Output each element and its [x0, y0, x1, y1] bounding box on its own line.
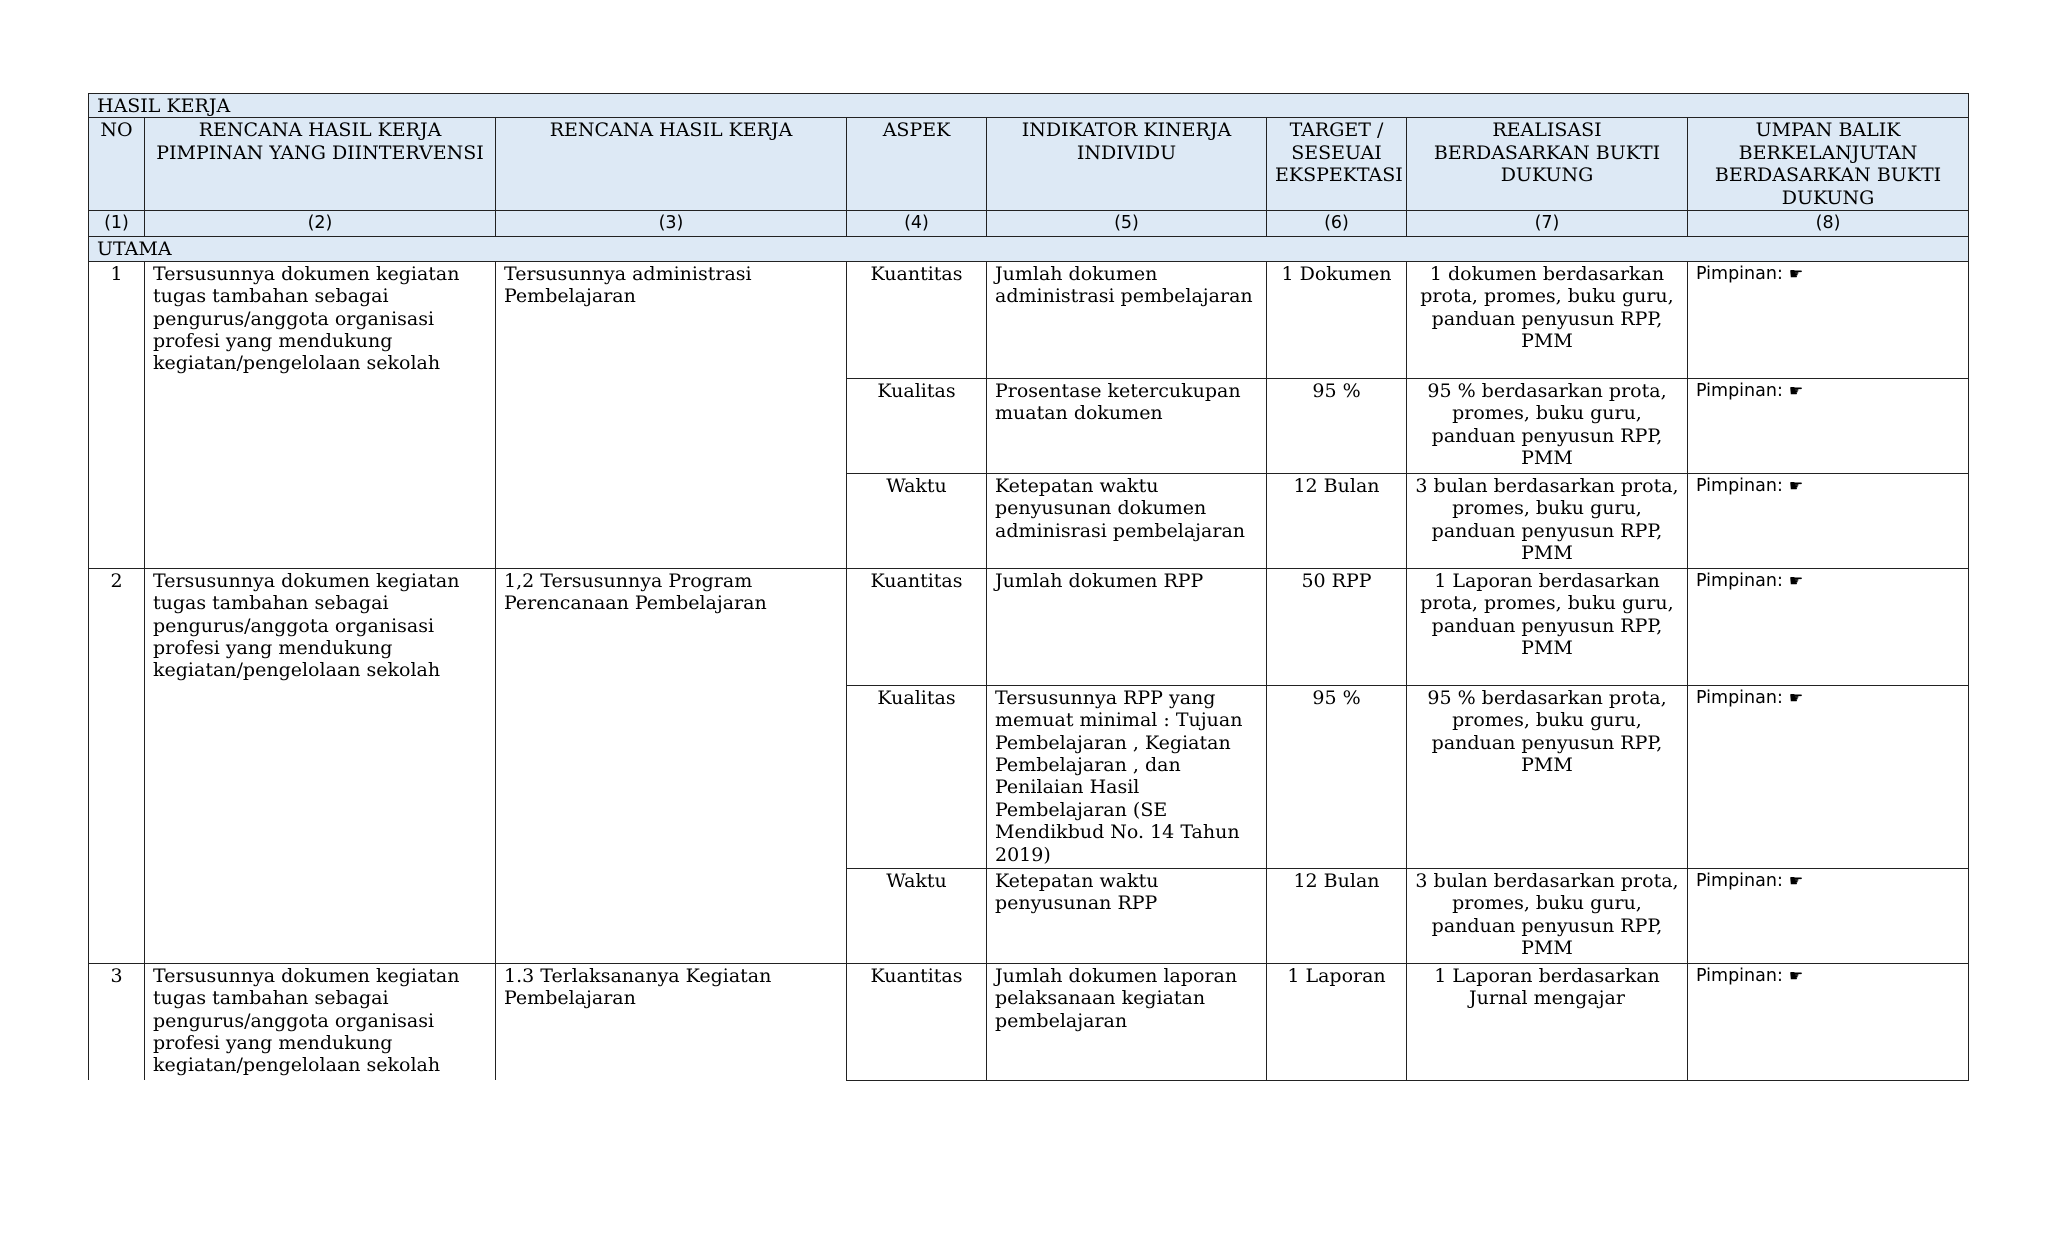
row-number: 3	[89, 963, 145, 1080]
feedback-label: Pimpinan:	[1696, 870, 1783, 891]
plan-cell: 1,2 Tersusunnya Program Perencanaan Pembelajaran	[496, 568, 847, 963]
aspect-cell: Kuantitas	[847, 568, 987, 685]
realization-cell: 1 dokumen berdasarkan prota, promes, buku guru, panduan penyusun RPP, PMM	[1407, 261, 1688, 378]
leader-plan-cell: Tersusunnya dokumen kegiatan tugas tambahan sebagai pengurus/anggota organisasi profesi yang mendukung kegiatan/pengelolaan sekolah	[145, 963, 496, 1080]
column-number: (1)	[89, 211, 145, 237]
table-row	[89, 963, 1969, 1080]
column-header: REALISASI BERDASARKAN BUKTI DUKUNG	[1407, 118, 1688, 211]
feedback-cell[interactable]	[1688, 568, 1969, 685]
column-header: UMPAN BALIK BERKELANJUTAN BERDASARKAN BUKTI DUKUNG	[1688, 118, 1969, 211]
pointing-hand-icon: ☛	[1788, 965, 1804, 985]
pointing-hand-icon: ☛	[1788, 263, 1804, 283]
feedback-cell[interactable]	[1688, 378, 1969, 473]
column-number-row	[89, 211, 1969, 237]
column-number: (4)	[847, 211, 987, 237]
target-cell: 95 %	[1267, 378, 1407, 473]
pointing-hand-icon: ☛	[1788, 870, 1804, 890]
pointing-hand-icon: ☛	[1788, 570, 1804, 590]
column-number: (3)	[496, 211, 847, 237]
feedback-cell[interactable]	[1688, 261, 1969, 378]
indicator-cell: Ketepatan waktu penyusunan dokumen adminisrasi pembelajaran	[987, 473, 1267, 568]
document-page	[88, 93, 1968, 1081]
realization-cell: 95 % berdasarkan prota, promes, buku guru, panduan penyusun RPP, PMM	[1407, 685, 1688, 868]
performance-table	[88, 93, 1969, 1081]
plan-cell: Tersusunnya administrasi Pembelajaran	[496, 261, 847, 568]
column-number: (7)	[1407, 211, 1688, 237]
feedback-cell[interactable]	[1688, 963, 1969, 1080]
row-number: 1	[89, 261, 145, 568]
feedback-label: Pimpinan:	[1696, 380, 1783, 401]
indicator-cell: Jumlah dokumen RPP	[987, 568, 1267, 685]
column-header: TARGET / SESEUAI EKSPEKTASI	[1267, 118, 1407, 211]
realization-cell: 95 % berdasarkan prota, promes, buku guru, panduan penyusun RPP, PMM	[1407, 378, 1688, 473]
column-header: ASPEK	[847, 118, 987, 211]
indicator-cell: Prosentase ketercukupan muatan dokumen	[987, 378, 1267, 473]
aspect-cell: Kualitas	[847, 685, 987, 868]
pointing-hand-icon: ☛	[1788, 475, 1804, 495]
feedback-label: Pimpinan:	[1696, 475, 1783, 496]
indicator-cell: Jumlah dokumen administrasi pembelajaran	[987, 261, 1267, 378]
realization-cell: 3 bulan berdasarkan prota, promes, buku guru, panduan penyusun RPP, PMM	[1407, 868, 1688, 963]
feedback-label: Pimpinan:	[1696, 687, 1783, 708]
pointing-hand-icon: ☛	[1788, 380, 1804, 400]
feedback-cell[interactable]	[1688, 473, 1969, 568]
column-header: INDIKATOR KINERJA INDIVIDU	[987, 118, 1267, 211]
aspect-cell: Kuantitas	[847, 963, 987, 1080]
pointing-hand-icon: ☛	[1788, 687, 1804, 707]
indicator-cell: Ketepatan waktu penyusunan RPP	[987, 868, 1267, 963]
column-header: RENCANA HASIL KERJA PIMPINAN YANG DIINTERVENSI	[145, 118, 496, 211]
leader-plan-cell: Tersusunnya dokumen kegiatan tugas tambahan sebagai pengurus/anggota organisasi profesi yang mendukung kegiatan/pengelolaan sekolah	[145, 568, 496, 963]
target-cell: 1 Dokumen	[1267, 261, 1407, 378]
aspect-cell: Kualitas	[847, 378, 987, 473]
column-number: (8)	[1688, 211, 1969, 237]
feedback-label: Pimpinan:	[1696, 263, 1783, 284]
section-title: HASIL KERJA	[89, 94, 1969, 118]
plan-cell: 1.3 Terlaksananya Kegiatan Pembelajaran	[496, 963, 847, 1080]
feedback-cell[interactable]	[1688, 685, 1969, 868]
column-header: RENCANA HASIL KERJA	[496, 118, 847, 211]
realization-cell: 3 bulan berdasarkan prota, promes, buku guru, panduan penyusun RPP, PMM	[1407, 473, 1688, 568]
aspect-cell: Kuantitas	[847, 261, 987, 378]
row-number: 2	[89, 568, 145, 963]
indicator-cell: Tersusunnya RPP yang memuat minimal : Tujuan Pembelajaran , Kegiatan Pembelajaran , dan Penilaian Hasil Pembelajaran (SE Mendikbud No. 14 Tahun 2019)	[987, 685, 1267, 868]
target-cell: 12 Bulan	[1267, 473, 1407, 568]
group-label: UTAMA	[89, 237, 1969, 261]
table-row	[89, 568, 1969, 685]
aspect-cell: Waktu	[847, 473, 987, 568]
realization-cell: 1 Laporan berdasarkan prota, promes, buku guru, panduan penyusun RPP, PMM	[1407, 568, 1688, 685]
feedback-label: Pimpinan:	[1696, 965, 1783, 986]
feedback-cell[interactable]	[1688, 868, 1969, 963]
target-cell: 12 Bulan	[1267, 868, 1407, 963]
column-number: (5)	[987, 211, 1267, 237]
table-row	[89, 261, 1969, 378]
leader-plan-cell: Tersusunnya dokumen kegiatan tugas tambahan sebagai pengurus/anggota organisasi profesi yang mendukung kegiatan/pengelolaan sekolah	[145, 261, 496, 568]
column-number: (2)	[145, 211, 496, 237]
column-number: (6)	[1267, 211, 1407, 237]
feedback-label: Pimpinan:	[1696, 570, 1783, 591]
column-header-row	[89, 118, 1969, 211]
target-cell: 50 RPP	[1267, 568, 1407, 685]
indicator-cell: Jumlah dokumen laporan pelaksanaan kegiatan pembelajaran	[987, 963, 1267, 1080]
target-cell: 95 %	[1267, 685, 1407, 868]
realization-cell: 1 Laporan berdasarkan Jurnal mengajar	[1407, 963, 1688, 1080]
column-header: NO	[89, 118, 145, 211]
aspect-cell: Waktu	[847, 868, 987, 963]
target-cell: 1 Laporan	[1267, 963, 1407, 1080]
